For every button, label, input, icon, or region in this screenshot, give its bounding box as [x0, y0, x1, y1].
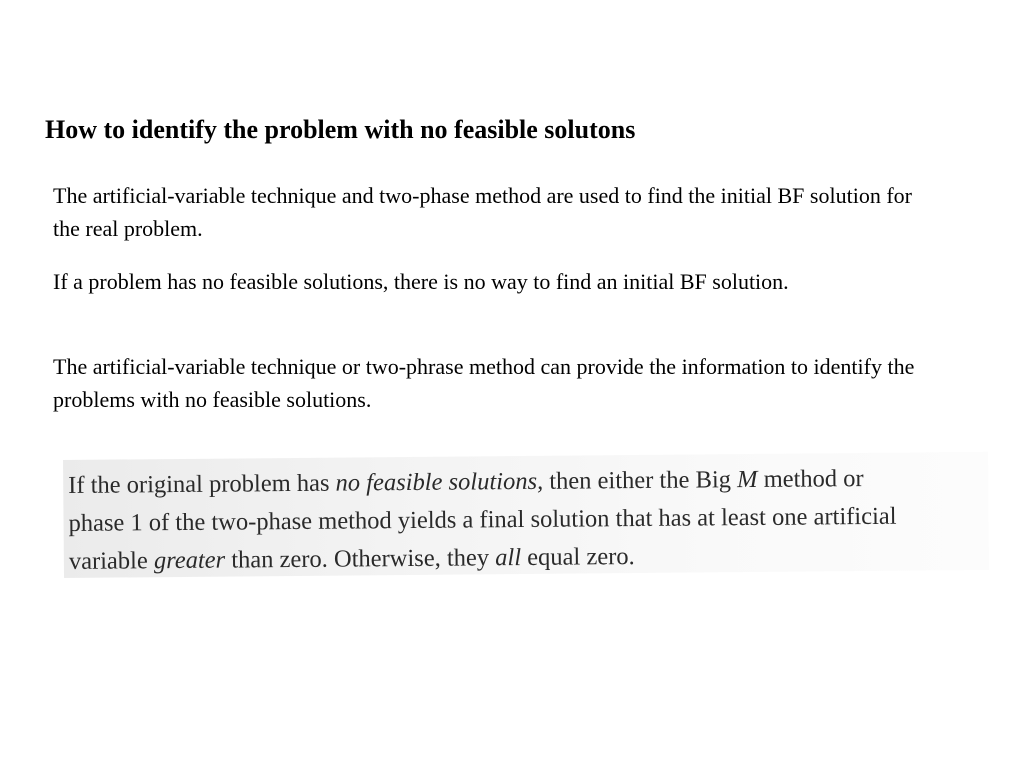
paragraph-3: The artificial-variable technique or two-phrase method can provide the information to identify the problems with no feasible solutions.	[53, 354, 915, 412]
excerpt-text: than zero. Otherwise, they	[225, 544, 496, 574]
excerpt-line-2	[68, 497, 988, 543]
excerpt-text: then either the Big	[543, 466, 738, 495]
excerpt-emphasis: greater	[153, 546, 226, 575]
paragraph-1: The artificial-variable technique and two-phase method are used to find the initial BF solution for the real problem.	[53, 183, 912, 241]
excerpt-line-3	[69, 535, 989, 581]
excerpt-text: equal zero.	[520, 543, 635, 572]
excerpt-text: phase 1 of the two-phase method yields a final solution that has at least one artificial	[68, 502, 897, 537]
excerpt-text: If the original problem has	[68, 469, 336, 499]
excerpt-text: method or	[757, 465, 864, 493]
excerpt-text: variable	[68, 547, 155, 575]
paragraph-2: If a problem has no feasible solutions, there is no way to find an initial BF solution.	[53, 269, 789, 294]
excerpt-emphasis: all	[495, 544, 522, 572]
excerpt-emphasis: M	[736, 465, 758, 494]
slide-title: How to identify the problem with no feasible solutons	[45, 115, 636, 144]
excerpt-emphasis: no feasible solutions,	[335, 467, 544, 497]
scanned-textbook-excerpt	[63, 452, 989, 578]
